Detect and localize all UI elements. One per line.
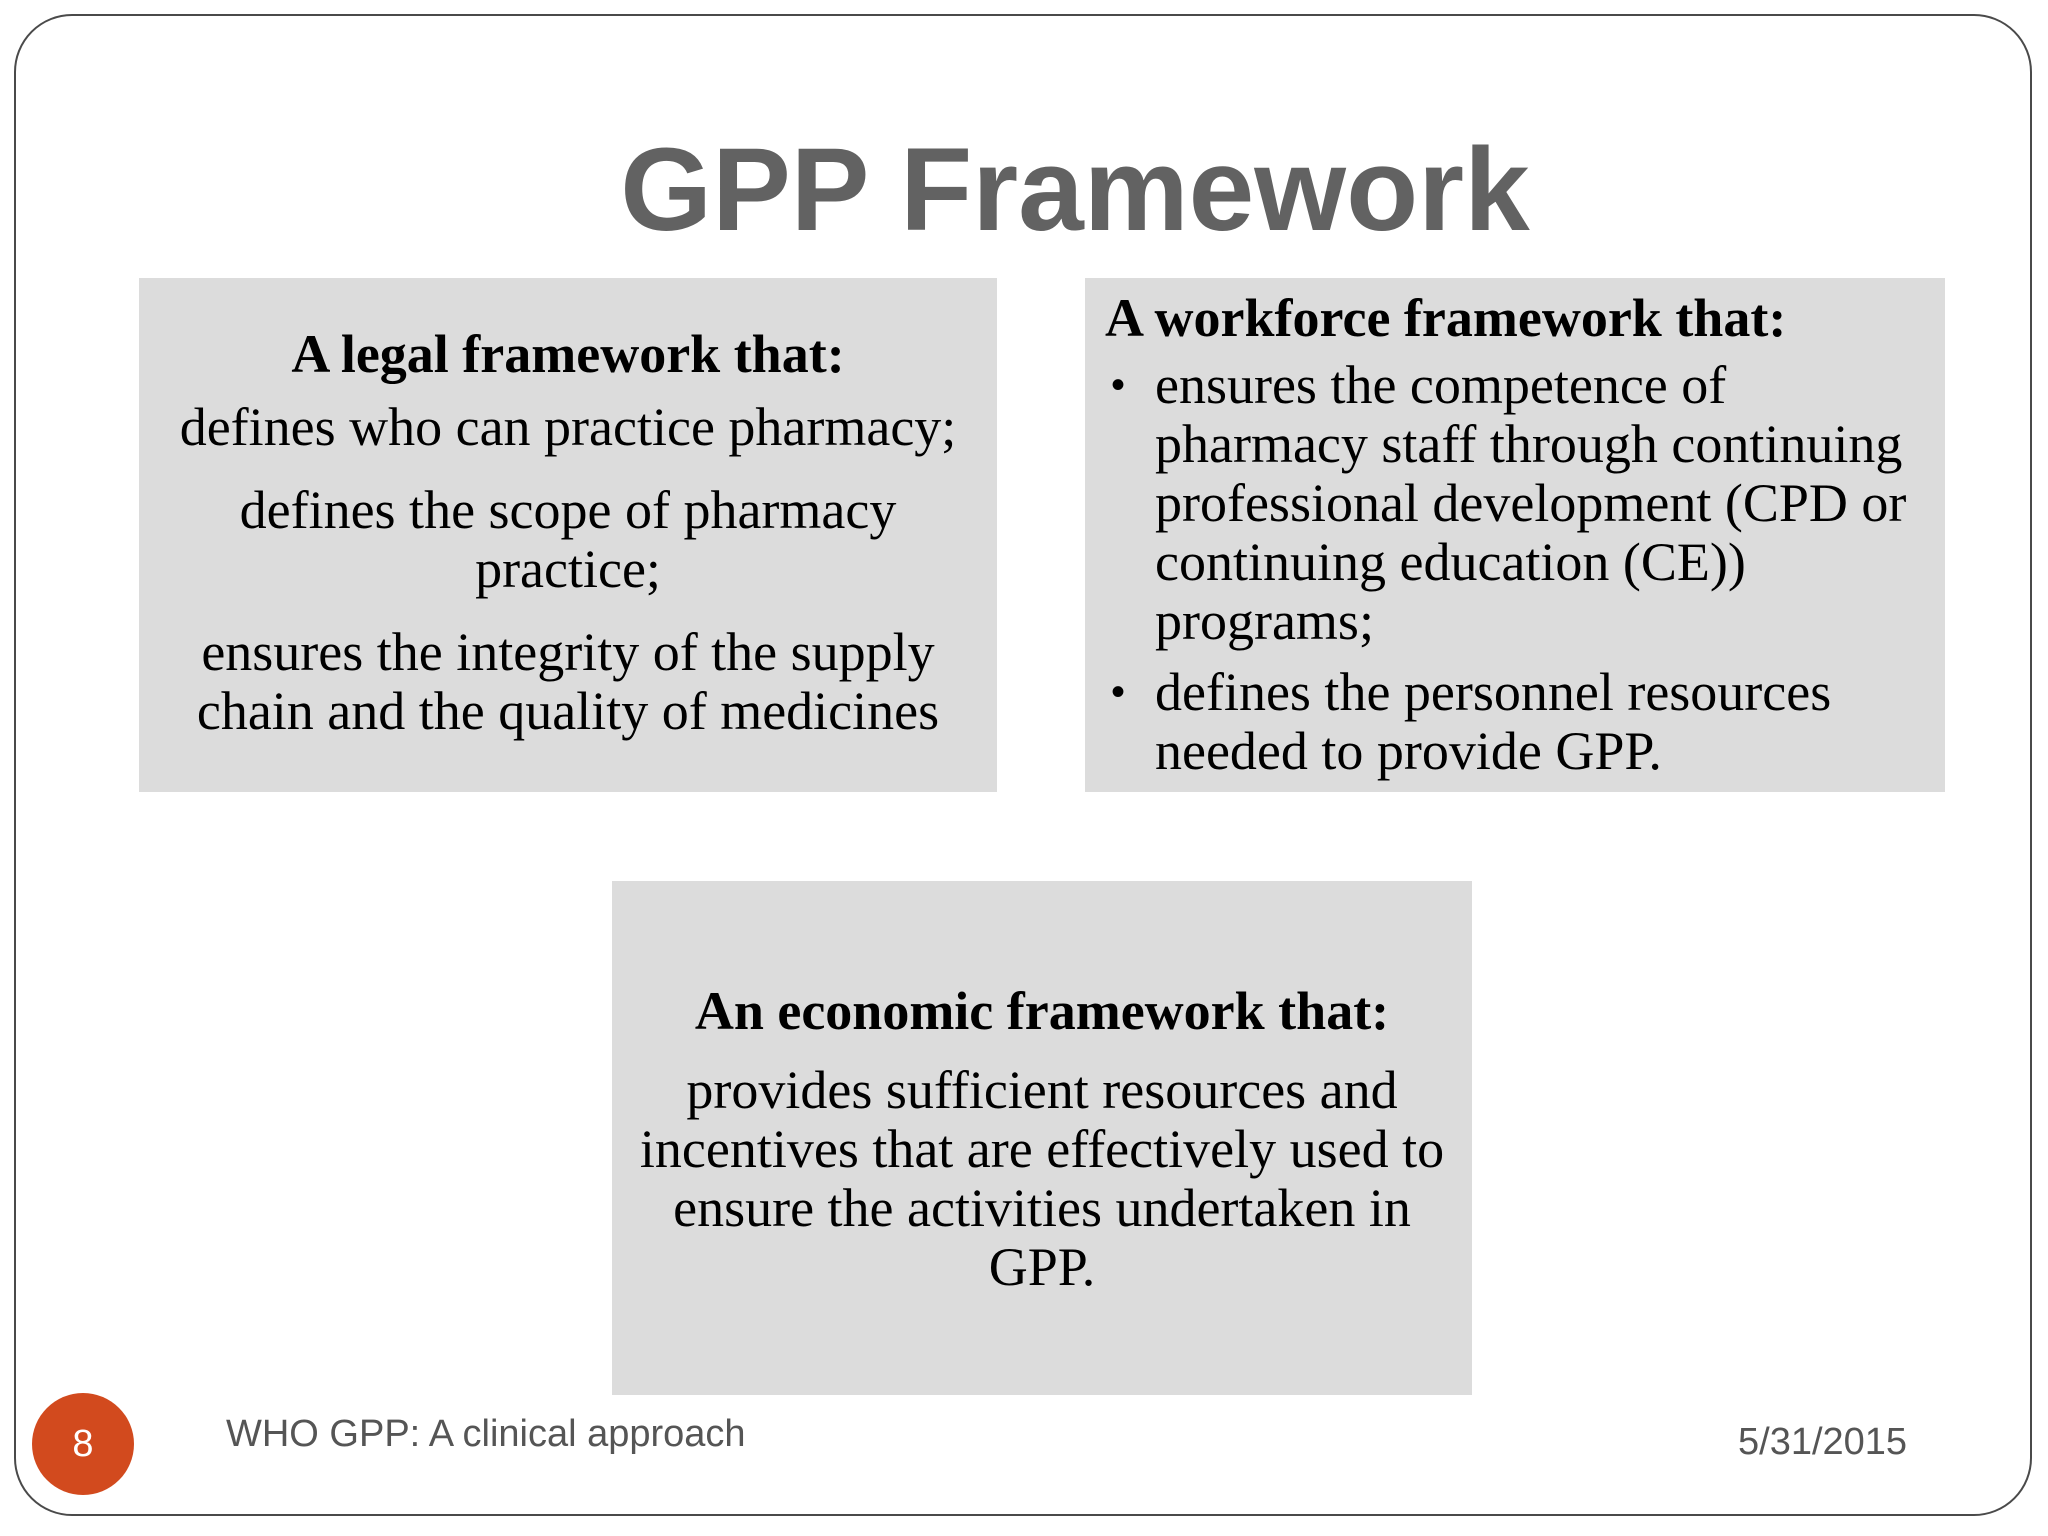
- economic-framework-box: [612, 881, 1472, 1395]
- legal-line-3: ensures the integrity of the supply chain and the quality of medicines: [196, 622, 940, 741]
- footer-date: 5/31/2015: [1738, 1421, 1908, 1463]
- legal-framework-heading: A legal framework that:: [291, 324, 845, 384]
- legal-line-1: defines who can practice pharmacy;: [179, 397, 957, 457]
- workforce-bullet-text: ensures the competence of pharmacy staff through continuing professional development (CPD or continuing education (CE)) programs;: [1155, 355, 1907, 651]
- legal-framework-box: [139, 278, 997, 792]
- bullet-icon: •: [1111, 363, 1126, 407]
- workforce-bullet-item: [1105, 356, 1945, 651]
- bullet-icon: •: [1111, 670, 1126, 714]
- footer-text: WHO GPP: A clinical approach: [226, 1413, 746, 1455]
- economic-text: provides sufficient resources and incentives that are effectively used to ensure the activities undertaken in GPP.: [639, 1060, 1445, 1297]
- workforce-framework-box: [1085, 278, 1945, 792]
- workforce-framework-heading: A workforce framework that:: [1105, 288, 1787, 348]
- slide-number-badge: 8: [32, 1393, 134, 1495]
- legal-line-2: defines the scope of pharmacy practice;: [239, 480, 897, 599]
- workforce-bullet-list: [1105, 356, 1945, 781]
- slide-title: GPP Framework: [620, 124, 1530, 256]
- workforce-bullet-item: [1105, 663, 1945, 781]
- economic-framework-heading: An economic framework that:: [694, 981, 1390, 1041]
- workforce-bullet-text: defines the personnel resources needed to provide GPP.: [1155, 662, 1832, 781]
